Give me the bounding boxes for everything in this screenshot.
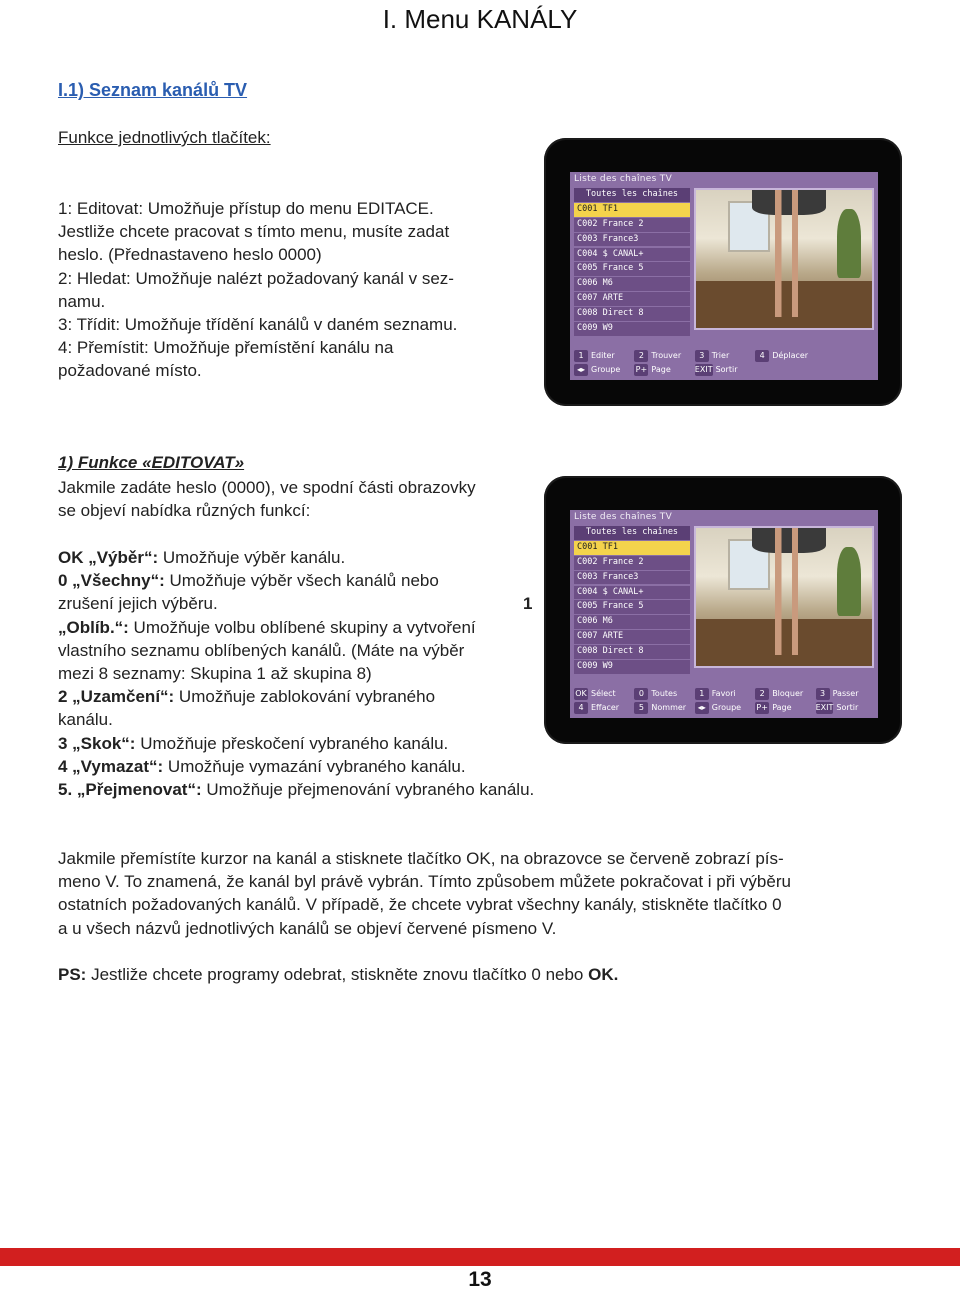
- edit-item: 3 „Skok“: Umožňuje přeskočení vybraného kanálu.: [58, 733, 449, 753]
- preview-plant-shape: [837, 209, 862, 278]
- tv-channel-row: C007 ARTE: [574, 292, 690, 306]
- tv-key-legend: [574, 688, 874, 714]
- cursor-line: meno V. To znamená, že kanál byl právě vybrán. Tímto způsobem můžete pokračovat i při výběru: [58, 872, 791, 892]
- tv-channel-row: C001 TF1: [574, 203, 690, 217]
- tv-channel-list: [574, 526, 690, 675]
- tv-key: 1 Editer: [574, 350, 632, 363]
- edit-function-list: [58, 546, 618, 801]
- tv-key: 1 Favori: [695, 688, 753, 701]
- edit-item: vlastního seznamu oblíbených kanálů. (Máte na výběr: [58, 640, 465, 660]
- buttons-line: 4: Přemístit: Umožňuje přemístění kanálu na: [58, 338, 394, 358]
- tv-key: 2 Trouver: [634, 350, 692, 363]
- tv-preview-image: [694, 526, 874, 668]
- tv-channel-row: C009 W9: [574, 660, 690, 674]
- tv-channel-row: C008 Direct 8: [574, 645, 690, 659]
- tv-menu-screen: [570, 172, 878, 380]
- tv-channel-row: C007 ARTE: [574, 630, 690, 644]
- tv-key: [816, 350, 874, 363]
- tv-menu-title: Liste des chaînes TV: [574, 174, 673, 184]
- stray-number: 1: [523, 594, 533, 613]
- tv-key: ◂▸ Groupe: [695, 702, 753, 715]
- tv-channel-row: C002 France 2: [574, 556, 690, 570]
- buttons-line: Jestliže chcete pracovat s tímto menu, musíte zadat: [58, 222, 450, 242]
- buttons-line: 1: Editovat: Umožňuje přístup do menu EDITACE.: [58, 199, 434, 218]
- tv-channel-row: C005 France 5: [574, 600, 690, 614]
- tv-key: P+ Page: [756, 702, 792, 712]
- buttons-line: 2: Hledat: Umožňuje nalézt požadovaný kanál v sez-: [58, 268, 454, 288]
- edit-item: 5. „Přejmenovat“: Umožňuje přejmenování vybraného kanálu.: [58, 780, 535, 800]
- tv-channel-row: C006 M6: [574, 277, 690, 291]
- tv-group-header: Toutes les chaînes: [574, 526, 690, 540]
- tv-key: EXIT Sortir: [694, 364, 738, 374]
- tv-key: ◂▸ Groupe: [574, 364, 632, 377]
- tv-menu-screen: [570, 510, 878, 718]
- tv-key-legend: [574, 350, 874, 376]
- tv-channel-row: C008 Direct 8: [574, 307, 690, 321]
- buttons-line: požadované místo.: [58, 361, 202, 381]
- tv-key: 0 Toutes: [634, 688, 692, 701]
- edit-item: 0 „Všechny“: Umožňuje výběr všech kanálů nebo: [58, 571, 439, 591]
- tv-key: P+ Page: [635, 364, 671, 374]
- ps-text: Jestliže chcete programy odebrat, stiskněte znovu tlačítko 0 nebo: [86, 965, 589, 984]
- tv-group-header: Toutes les chaînes: [574, 188, 690, 202]
- edit-item: mezi 8 seznamy: Skupina 1 až skupina 8): [58, 664, 372, 684]
- edit-item: kanálu.: [58, 710, 113, 730]
- section-link[interactable]: I.1) Seznam kanálů TV: [58, 80, 248, 100]
- preview-plant-shape: [837, 547, 862, 616]
- tv-key: EXIT Sortir: [815, 702, 859, 712]
- tv-channel-row: C004 $ CANAL+: [574, 586, 690, 600]
- tv-channel-list: [574, 188, 690, 337]
- tv-channel-row: C001 TF1: [574, 541, 690, 555]
- edit-intro-line: Jakmile zadáte heslo (0000), ve spodní části obrazovky: [58, 478, 476, 497]
- tv-preview-image: [694, 188, 874, 330]
- tv-channel-row: C009 W9: [574, 322, 690, 336]
- tv-key: 2 Bloquer: [755, 688, 813, 701]
- edit-item: 4 „Vymazat“: Umožňuje vymazání vybraného kanálu.: [58, 756, 466, 776]
- tv-key: 4 Effacer: [574, 702, 632, 715]
- tv-screenshot-channel-list: [544, 138, 902, 406]
- edit-item: „Oblíb.“: Umožňuje volbu oblíbené skupiny a vytvoření: [58, 617, 476, 637]
- tv-key: 4 Déplacer: [755, 350, 813, 363]
- page-number: 13: [468, 1268, 492, 1291]
- tv-channel-row: C003 France3: [574, 571, 690, 585]
- page-title: I. Menu KANÁLY: [382, 4, 578, 34]
- ps-note: [58, 963, 918, 986]
- buttons-line: heslo. (Přednastaveno heslo 0000): [58, 245, 322, 265]
- cursor-line: Jakmile přemístíte kurzor na kanál a stisknete tlačítko OK, na obrazovce se červeně zobrazí pís-: [58, 849, 784, 868]
- tv-channel-row: C006 M6: [574, 615, 690, 629]
- cursor-line: ostatních požadovaných kanálů. V případě, že chcete vybrat všechny kanály, stiskněte tlačítko 0: [58, 895, 782, 915]
- buttons-line: namu.: [58, 291, 106, 311]
- cursor-line: a u všech názvů jednotlivých kanálů se objeví červené písmeno V.: [58, 918, 557, 938]
- edit-function-heading: 1) Funkce «EDITOVAT»: [58, 453, 245, 472]
- edit-intro: [58, 476, 538, 522]
- buttons-heading: Funkce jednotlivých tlačítek:: [58, 128, 271, 147]
- tv-channel-row: C005 France 5: [574, 262, 690, 276]
- edit-intro-line: se objeví nabídka různých funkcí:: [58, 501, 311, 521]
- preview-legs-shape: [766, 528, 812, 655]
- preview-legs-shape: [766, 190, 812, 317]
- cursor-paragraph: [58, 847, 918, 940]
- edit-item: 2 „Uzamčení“: Umožňuje zablokování vybraného: [58, 687, 436, 707]
- tv-key: 3 Trier: [695, 350, 753, 363]
- tv-channel-row: C004 $ CANAL+: [574, 248, 690, 262]
- tv-screenshot-edit-menu: [544, 476, 902, 744]
- buttons-description: [58, 197, 538, 383]
- ps-ok: OK.: [588, 965, 619, 984]
- edit-item: OK „Výběr“: Umožňuje výběr kanálu.: [58, 548, 346, 567]
- tv-key: 5 Nommer: [634, 702, 692, 715]
- footer-bar: [0, 1248, 960, 1266]
- tv-channel-row: C003 France3: [574, 233, 690, 247]
- ps-label: PS:: [58, 965, 87, 984]
- buttons-line: 3: Třídit: Umožňuje třídění kanálů v daném seznamu.: [58, 315, 458, 335]
- tv-key: 3 Passer: [816, 688, 874, 701]
- tv-menu-title: Liste des chaînes TV: [574, 512, 673, 522]
- edit-item: zrušení jejich výběru.: [58, 594, 218, 614]
- tv-key: OK Sélect: [575, 689, 616, 698]
- tv-channel-row: C002 France 2: [574, 218, 690, 232]
